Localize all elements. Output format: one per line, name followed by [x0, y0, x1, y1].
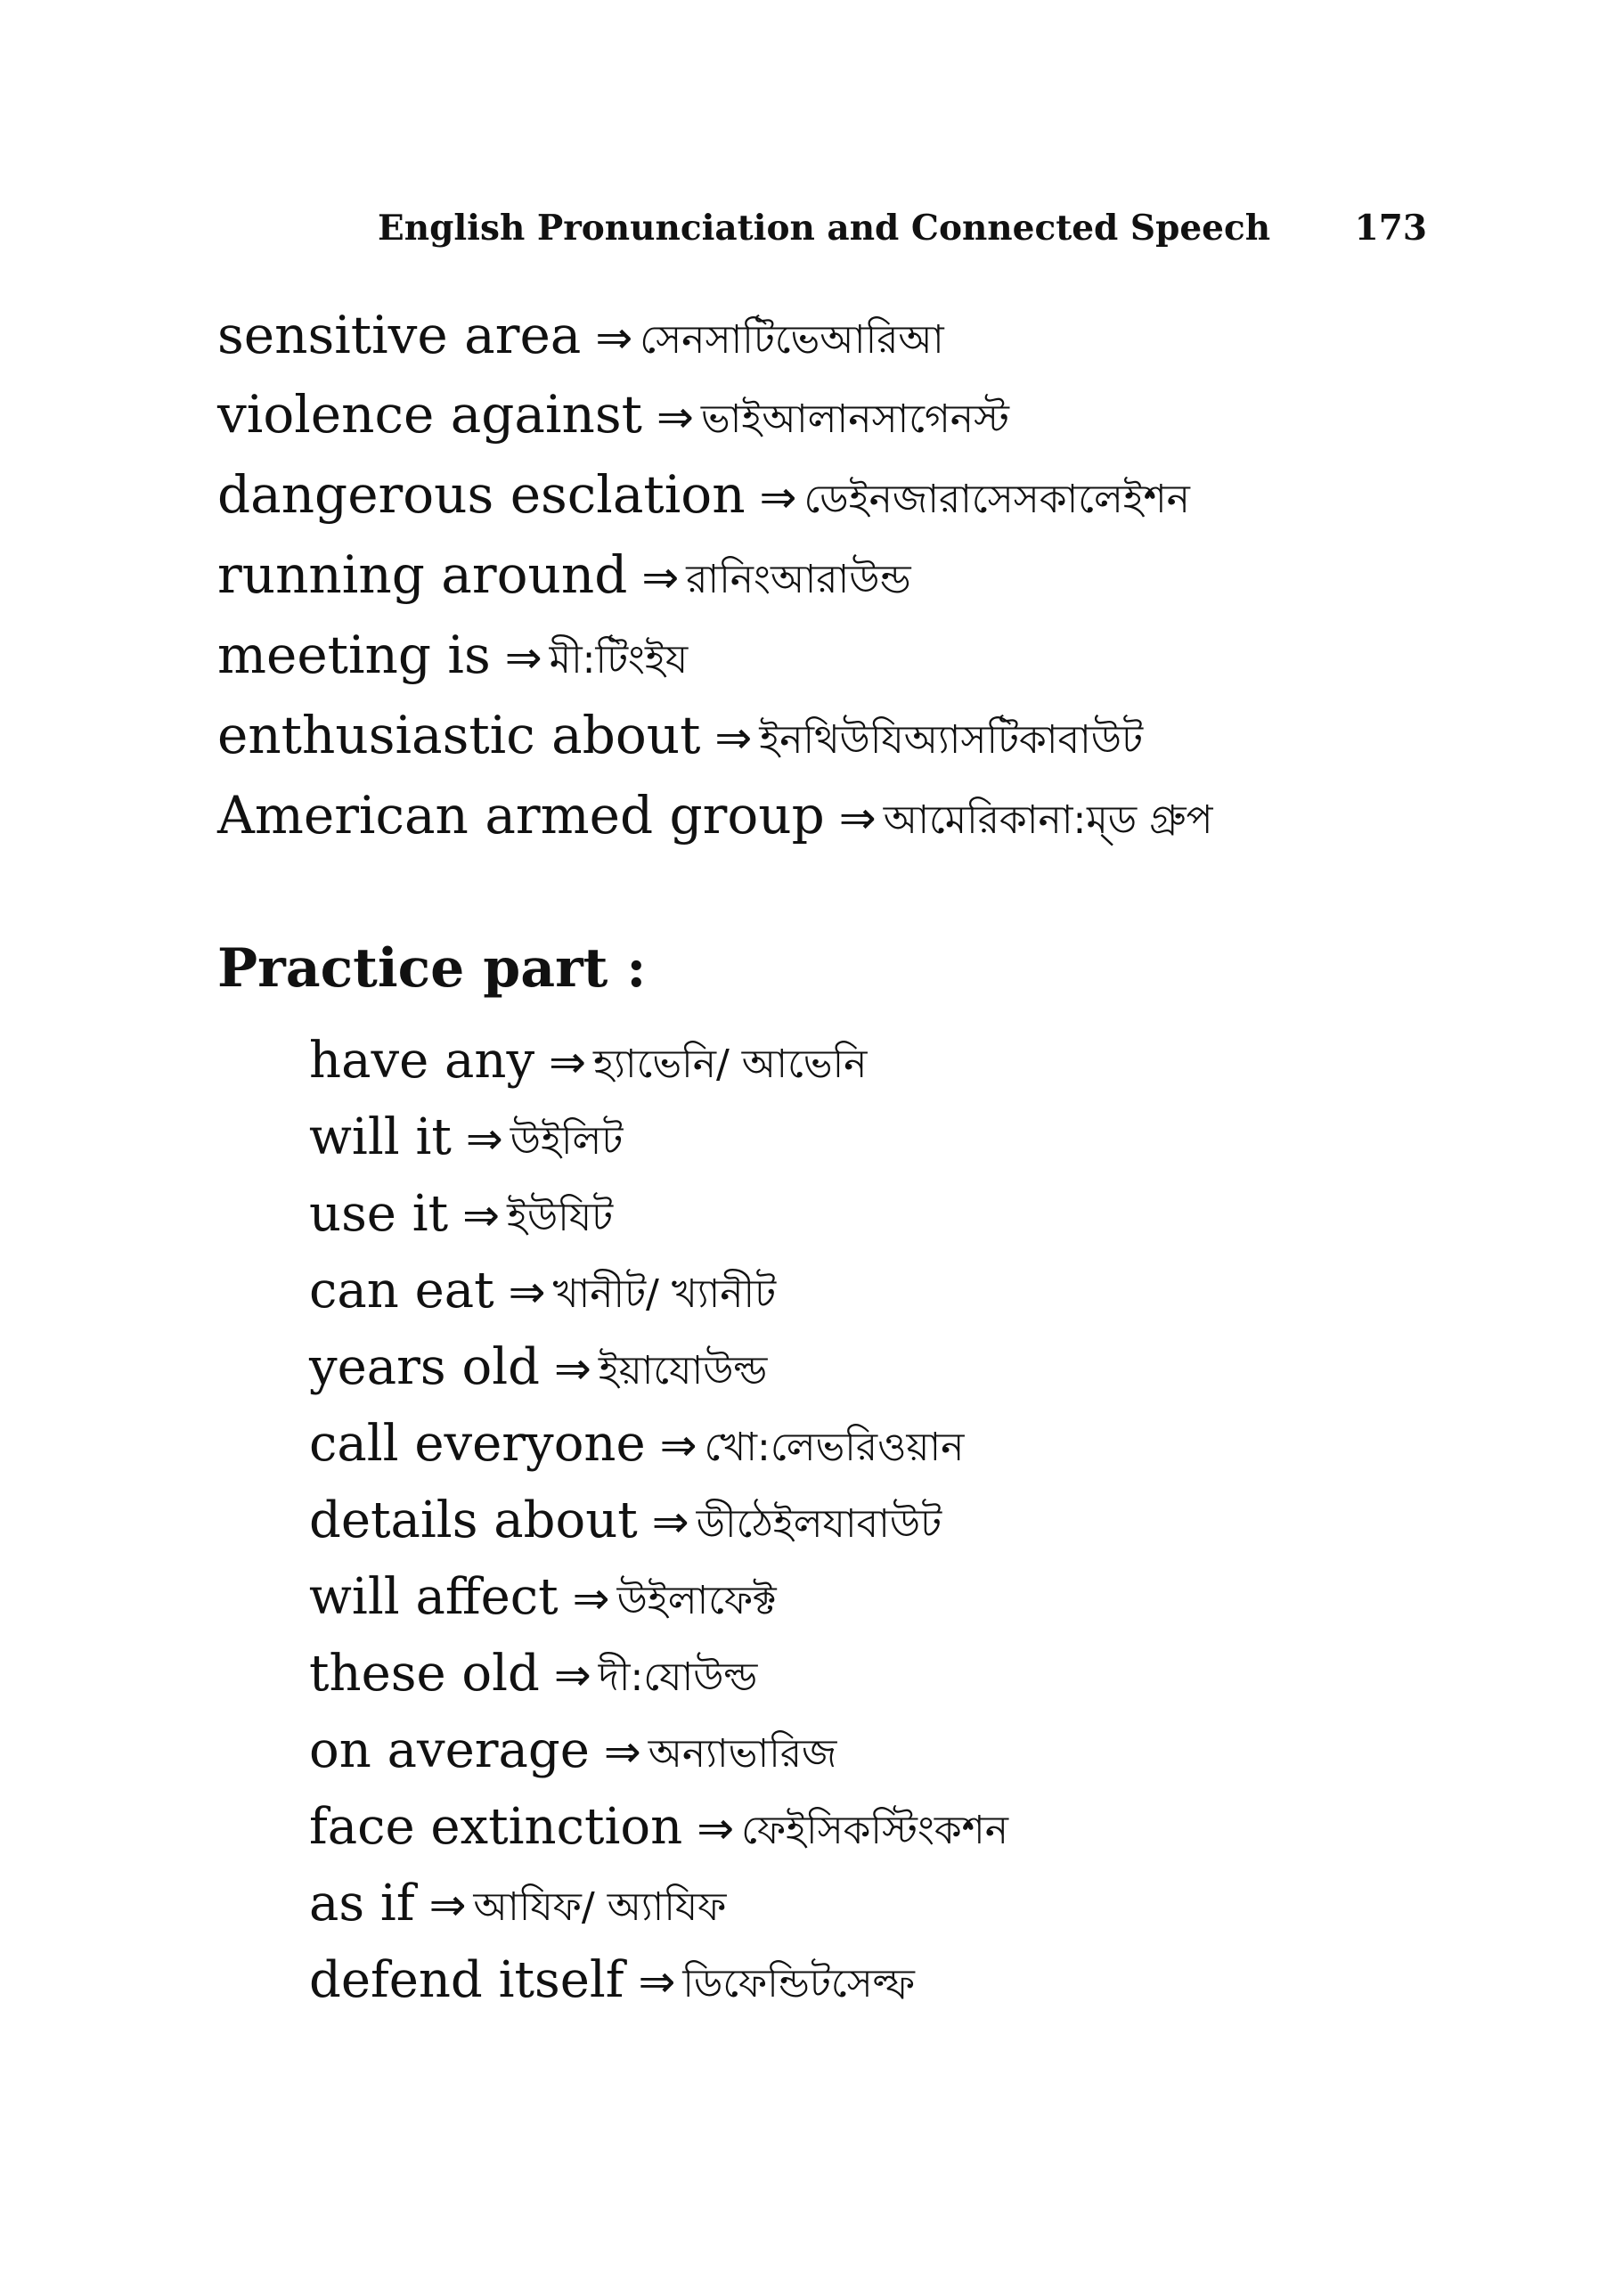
bangla-pronunciation: ইনথিউযিঅ্যাসটিকাবাউট — [759, 717, 1144, 763]
english-phrase: have any — [309, 1032, 535, 1090]
bangla-pronunciation: ডীঠেইলযাবাউট — [696, 1501, 942, 1547]
practice-item — [309, 1027, 867, 1095]
practice-item — [309, 1947, 915, 2014]
arrow-icon: ⇒ — [641, 552, 680, 603]
page-number: 173 — [1354, 208, 1427, 249]
bangla-pronunciation: অন্যাভারিজ — [648, 1731, 837, 1777]
practice-item — [309, 1334, 767, 1401]
english-phrase: on average — [309, 1721, 590, 1779]
bangla-pronunciation: ডিফেন্ডিটসেল্ফ — [682, 1961, 915, 2006]
arrow-icon: ⇒ — [462, 1189, 501, 1241]
arrow-icon: ⇒ — [572, 1573, 610, 1624]
english-phrase: these old — [309, 1645, 540, 1703]
phrase-entry — [217, 379, 1009, 450]
phrase-entry — [217, 459, 1190, 530]
english-phrase: years old — [309, 1338, 540, 1396]
arrow-icon: ⇒ — [759, 471, 797, 523]
english-phrase: meeting is — [217, 625, 491, 685]
english-phrase: call everyone — [309, 1415, 646, 1473]
practice-item — [309, 1564, 777, 1631]
english-phrase: will affect — [309, 1568, 559, 1626]
bangla-pronunciation: ফেইসিকস্টিংকশন — [741, 1808, 1008, 1853]
bangla-pronunciation: খো:লেভরিওয়ান — [704, 1425, 965, 1470]
practice-item — [309, 1870, 726, 1938]
arrow-icon: ⇒ — [714, 712, 753, 764]
practice-item — [309, 1793, 1008, 1861]
practice-item — [309, 1640, 757, 1708]
phrase-entry — [217, 619, 688, 690]
english-phrase: running around — [217, 544, 628, 605]
phrase-entry — [217, 539, 911, 610]
arrow-icon: ⇒ — [697, 1802, 735, 1854]
bangla-pronunciation: দী:যোউল্ড — [598, 1655, 758, 1700]
running-header — [378, 203, 1427, 253]
arrow-icon: ⇒ — [651, 1496, 689, 1548]
english-phrase: enthusiastic about — [217, 705, 701, 765]
english-phrase: violence against — [217, 384, 642, 445]
arrow-icon: ⇒ — [553, 1343, 591, 1394]
english-phrase: dangerous esclation — [217, 464, 746, 525]
arrow-icon: ⇒ — [553, 1649, 591, 1701]
english-phrase: as if — [309, 1875, 415, 1932]
practice-item — [309, 1104, 623, 1172]
arrow-icon: ⇒ — [549, 1036, 587, 1088]
running-title: English Pronunciation and Connected Speech — [378, 208, 1271, 249]
practice-item — [309, 1717, 836, 1785]
bangla-pronunciation: ডেইনজারাসেসকালেইশন — [803, 477, 1190, 522]
practice-item — [309, 1487, 942, 1555]
practice-heading: Practice part : — [217, 937, 647, 1000]
bangla-pronunciation: ইয়াযোউল্ড — [598, 1348, 768, 1393]
phrase-entry — [217, 299, 944, 371]
arrow-icon: ⇒ — [659, 1419, 697, 1471]
arrow-icon: ⇒ — [838, 792, 877, 844]
arrow-icon: ⇒ — [603, 1726, 641, 1777]
english-phrase: sensitive area — [217, 305, 582, 365]
arrow-icon: ⇒ — [504, 632, 542, 683]
arrow-icon: ⇒ — [595, 312, 633, 364]
english-phrase: American armed group — [217, 785, 825, 846]
practice-item — [309, 1410, 964, 1478]
english-phrase: can eat — [309, 1262, 494, 1320]
english-phrase: details about — [309, 1491, 638, 1549]
bangla-pronunciation: আযিফ/ অ্যাযিফ — [473, 1884, 727, 1930]
bangla-pronunciation: উইলাফেক্ট — [616, 1578, 777, 1623]
english-phrase: defend itself — [309, 1951, 624, 2009]
phrase-entry — [217, 699, 1143, 771]
bangla-pronunciation: সেনসাটিভেআরিআ — [640, 317, 944, 363]
arrow-icon: ⇒ — [638, 1956, 676, 2007]
bangla-pronunciation: ভাইআলানসাগেনস্ট — [700, 396, 1009, 442]
arrow-icon: ⇒ — [508, 1266, 546, 1318]
practice-item — [309, 1181, 613, 1248]
bangla-pronunciation: হ্যাভেনি/ আভেনি — [593, 1042, 868, 1087]
arrow-icon: ⇒ — [465, 1113, 503, 1164]
bangla-pronunciation: আমেরিকানা:ম্ড গ্রুপ — [883, 797, 1213, 843]
english-phrase: face extinction — [309, 1798, 683, 1856]
phrase-entry — [217, 780, 1212, 851]
arrow-icon: ⇒ — [656, 391, 694, 443]
bangla-pronunciation: মী:টিংইয — [549, 637, 689, 682]
english-phrase: will it — [309, 1108, 452, 1166]
bangla-pronunciation: উইলিট — [510, 1118, 624, 1164]
bangla-pronunciation: খানীট/ খ্যানীট — [552, 1271, 777, 1317]
arrow-icon: ⇒ — [428, 1879, 467, 1931]
practice-item — [309, 1257, 776, 1325]
english-phrase: use it — [309, 1185, 449, 1243]
bangla-pronunciation: রানিংআরাউন্ড — [686, 557, 911, 602]
bangla-pronunciation: ইউযিট — [507, 1195, 614, 1240]
